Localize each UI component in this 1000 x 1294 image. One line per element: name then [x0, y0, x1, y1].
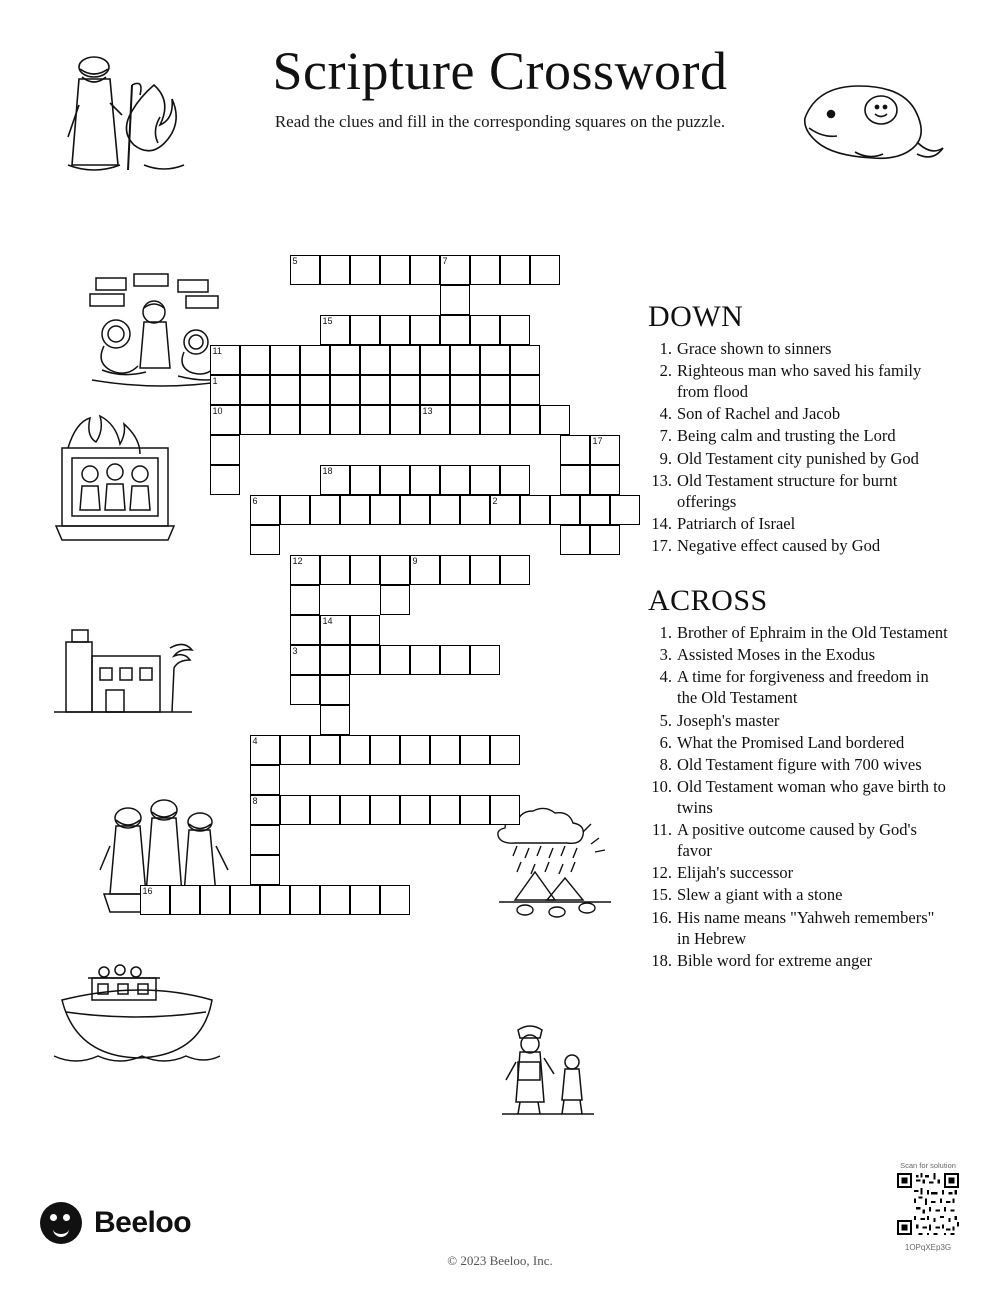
- crossword-cell[interactable]: [440, 465, 470, 495]
- clue-text: What the Promised Land bordered: [677, 732, 905, 752]
- crossword-cell[interactable]: [590, 525, 620, 555]
- crossword-cell[interactable]: [540, 405, 570, 435]
- crossword-cell[interactable]: [350, 555, 380, 585]
- crossword-cell[interactable]: [420, 345, 450, 375]
- crossword-cell[interactable]: [320, 615, 350, 645]
- crossword-cell[interactable]: [550, 495, 580, 525]
- cell-number: 2: [492, 496, 498, 506]
- crossword-cell[interactable]: [310, 795, 340, 825]
- crossword-cell[interactable]: [510, 345, 540, 375]
- down-clue: [648, 535, 948, 556]
- crossword-cell[interactable]: [430, 735, 460, 765]
- down-clue: [648, 448, 948, 469]
- crossword-cell[interactable]: [490, 495, 520, 525]
- across-clue: [648, 644, 948, 665]
- crossword-cell[interactable]: [200, 885, 230, 915]
- down-clue: [648, 425, 948, 446]
- qr-block: [888, 1161, 968, 1252]
- clue-text: A time for forgiveness and freedom in the Old Testament: [677, 667, 929, 708]
- crossword-cell[interactable]: [320, 465, 350, 495]
- crossword-cell[interactable]: [140, 885, 170, 915]
- crossword-cell[interactable]: [290, 255, 320, 285]
- clue-text: Brother of Ephraim in the Old Testament: [677, 623, 948, 643]
- clue-number: 4.: [659, 404, 672, 424]
- crossword-cell[interactable]: [410, 315, 440, 345]
- clue-text: Righteous man who saved his family from flood: [677, 361, 922, 402]
- clues-panel: [648, 300, 948, 972]
- crossword-cell[interactable]: [590, 465, 620, 495]
- across-clue: [648, 819, 948, 861]
- crossword-cell[interactable]: [290, 675, 320, 705]
- cell-number: 7: [442, 256, 448, 266]
- crossword-cell[interactable]: [300, 375, 330, 405]
- crossword-cell[interactable]: [350, 315, 380, 345]
- cell-number: 3: [292, 646, 298, 656]
- clue-number: 1.: [659, 623, 672, 643]
- clue-text: Assisted Moses in the Exodus: [677, 645, 875, 665]
- clue-text: Patriarch of Israel: [677, 513, 796, 533]
- crossword-cell[interactable]: [290, 645, 320, 675]
- beeloo-logo: [40, 1202, 191, 1244]
- cell-number: 4: [252, 736, 258, 746]
- clue-text: Old Testament woman who gave birth to twins: [677, 776, 946, 817]
- page-subtitle: Read the clues and fill in the corresponding squares on the puzzle.: [274, 112, 726, 131]
- crossword-cell[interactable]: [290, 885, 320, 915]
- crossword-cell[interactable]: [250, 855, 280, 885]
- crossword-cell[interactable]: [230, 885, 260, 915]
- clue-text: Joseph's master: [677, 710, 780, 730]
- cell-number: 16: [142, 886, 153, 896]
- crossword-cell[interactable]: [440, 315, 470, 345]
- qr-id: 1OPqXEp3G: [904, 1243, 952, 1252]
- crossword-cell[interactable]: [460, 735, 490, 765]
- crossword-cell[interactable]: [470, 465, 500, 495]
- crossword-cell[interactable]: [510, 375, 540, 405]
- cell-number: 14: [322, 616, 333, 626]
- clue-text: Slew a giant with a stone: [677, 885, 843, 905]
- cell-number: 6: [252, 496, 258, 506]
- clue-number: 10.: [651, 776, 672, 796]
- clue-text: A positive outcome caused by God's favor: [677, 820, 917, 861]
- crossword-cell[interactable]: [440, 255, 470, 285]
- cell-number: 17: [592, 436, 603, 446]
- crossword-cell[interactable]: [360, 405, 390, 435]
- crossword-cell[interactable]: [250, 765, 280, 795]
- crossword-cell[interactable]: [300, 345, 330, 375]
- crossword-cell[interactable]: [440, 645, 470, 675]
- clue-number: 13.: [651, 470, 672, 490]
- crossword-cell[interactable]: [210, 405, 240, 435]
- crossword-cell[interactable]: [310, 495, 340, 525]
- crossword-cell[interactable]: [250, 795, 280, 825]
- crossword-cell[interactable]: [280, 735, 310, 765]
- crossword-cell[interactable]: [380, 555, 410, 585]
- page-title: Scripture Crossword: [272, 41, 728, 101]
- crossword-cell[interactable]: [250, 825, 280, 855]
- crossword-cell[interactable]: [300, 405, 330, 435]
- crossword-cell[interactable]: [240, 375, 270, 405]
- crossword-cell[interactable]: [250, 525, 280, 555]
- crossword-cell[interactable]: [390, 345, 420, 375]
- crossword-cell[interactable]: [340, 795, 370, 825]
- crossword-cell[interactable]: [210, 375, 240, 405]
- clue-number: 6.: [659, 732, 672, 752]
- clue-text: Son of Rachel and Jacob: [677, 404, 841, 424]
- across-clue: [648, 732, 948, 753]
- down-clue: [648, 403, 948, 424]
- crossword-cell[interactable]: [270, 345, 300, 375]
- clue-number: 8.: [659, 754, 672, 774]
- crossword-cell[interactable]: [480, 345, 510, 375]
- jonah-whale-illustration: [795, 70, 945, 170]
- cell-number: 9: [412, 556, 418, 566]
- crossword-cell[interactable]: [420, 405, 450, 435]
- clue-number: 18.: [651, 950, 672, 970]
- crossword-cell[interactable]: [400, 495, 430, 525]
- crossword-cell[interactable]: [450, 405, 480, 435]
- across-clue: [648, 666, 948, 708]
- crossword-cell[interactable]: [560, 435, 590, 465]
- crossword-cell[interactable]: [320, 555, 350, 585]
- crossword-cell[interactable]: [410, 465, 440, 495]
- crossword-cell[interactable]: [250, 735, 280, 765]
- down-clue: [648, 338, 948, 359]
- down-heading: DOWN: [648, 300, 744, 333]
- clue-number: 14.: [651, 513, 672, 533]
- cell-number: 5: [292, 256, 298, 266]
- across-clue: [648, 950, 948, 971]
- crossword-cell[interactable]: [500, 555, 530, 585]
- cell-number: 8: [252, 796, 258, 806]
- crossword-cell[interactable]: [500, 255, 530, 285]
- clue-number: 9.: [659, 448, 672, 468]
- across-clue: [648, 884, 948, 905]
- across-clue: [648, 754, 948, 775]
- crossword-cell[interactable]: [380, 465, 410, 495]
- crossword-cell[interactable]: [390, 405, 420, 435]
- crossword-cell[interactable]: [350, 465, 380, 495]
- crossword-cell[interactable]: [170, 885, 200, 915]
- cell-number: 12: [292, 556, 303, 566]
- crossword-cell[interactable]: [470, 255, 500, 285]
- beeloo-face-icon: [40, 1202, 82, 1244]
- crossword-cell[interactable]: [480, 405, 510, 435]
- across-clue: [648, 776, 948, 818]
- qr-code-icon[interactable]: [897, 1173, 959, 1235]
- clue-number: 2.: [659, 361, 672, 381]
- clue-text: Elijah's successor: [677, 863, 794, 883]
- crossword-cell[interactable]: [400, 735, 430, 765]
- clue-text: Being calm and trusting the Lord: [677, 426, 896, 446]
- clue-text: Old Testament city punished by God: [677, 448, 919, 468]
- cell-number: 15: [322, 316, 333, 326]
- crossword-cell[interactable]: [370, 495, 400, 525]
- crossword-cell[interactable]: [290, 585, 320, 615]
- crossword-cell[interactable]: [460, 795, 490, 825]
- clue-number: 17.: [651, 535, 672, 555]
- crossword-cell[interactable]: [380, 255, 410, 285]
- crossword-cell[interactable]: [330, 345, 360, 375]
- crossword-cell[interactable]: [460, 495, 490, 525]
- crossword-cell[interactable]: [340, 735, 370, 765]
- crossword-cell[interactable]: [480, 375, 510, 405]
- clue-text: Bible word for extreme anger: [677, 950, 873, 970]
- crossword-cell[interactable]: [370, 735, 400, 765]
- crossword-cell[interactable]: [270, 405, 300, 435]
- copyright-text: © 2023 Beeloo, Inc.: [447, 1253, 553, 1268]
- across-clue-list: [648, 622, 948, 971]
- crossword-cell[interactable]: [520, 495, 550, 525]
- across-clue: [648, 622, 948, 643]
- crossword-cell[interactable]: [320, 675, 350, 705]
- crossword-cell[interactable]: [590, 435, 620, 465]
- crossword-cell[interactable]: [360, 375, 390, 405]
- crossword-cell[interactable]: [320, 255, 350, 285]
- crossword-cell[interactable]: [360, 345, 390, 375]
- crossword-cell[interactable]: [280, 795, 310, 825]
- clue-number: 7.: [659, 426, 672, 446]
- crossword-cell[interactable]: [490, 795, 520, 825]
- across-clue: [648, 907, 948, 949]
- crossword-cell[interactable]: [500, 315, 530, 345]
- crossword-cell[interactable]: [490, 735, 520, 765]
- crossword-grid[interactable]: [120, 255, 640, 1115]
- crossword-cell[interactable]: [530, 255, 560, 285]
- crossword-cell[interactable]: [470, 555, 500, 585]
- crossword-cell[interactable]: [500, 465, 530, 495]
- crossword-cell[interactable]: [350, 255, 380, 285]
- crossword-cell[interactable]: [450, 375, 480, 405]
- clue-number: 1.: [659, 339, 672, 358]
- cell-number: 1: [212, 376, 218, 386]
- crossword-cell[interactable]: [350, 885, 380, 915]
- crossword-cell[interactable]: [470, 645, 500, 675]
- crossword-cell[interactable]: [470, 315, 500, 345]
- crossword-cell[interactable]: [380, 885, 410, 915]
- crossword-cell[interactable]: [410, 255, 440, 285]
- crossword-cell[interactable]: [210, 435, 240, 465]
- crossword-cell[interactable]: [350, 615, 380, 645]
- crossword-cell[interactable]: [450, 345, 480, 375]
- down-clue: [648, 513, 948, 534]
- crossword-cell[interactable]: [560, 465, 590, 495]
- crossword-cell[interactable]: [260, 885, 290, 915]
- cell-number: 11: [212, 346, 222, 356]
- crossword-cell[interactable]: [440, 285, 470, 315]
- cell-number: 13: [422, 406, 433, 416]
- clue-text: Old Testament structure for burnt offerings: [677, 470, 898, 511]
- crossword-cell[interactable]: [400, 795, 430, 825]
- crossword-cell[interactable]: [380, 585, 410, 615]
- clue-number: 16.: [651, 907, 672, 927]
- crossword-cell[interactable]: [290, 615, 320, 645]
- cell-number: 18: [322, 466, 333, 476]
- qr-caption: Scan for solution: [900, 1161, 956, 1170]
- clue-number: 3.: [659, 645, 672, 665]
- across-clue: [648, 862, 948, 883]
- crossword-cell[interactable]: [430, 495, 460, 525]
- down-clue: [648, 470, 948, 512]
- cell-number: 10: [212, 406, 223, 416]
- crossword-cell[interactable]: [310, 735, 340, 765]
- crossword-cell[interactable]: [280, 495, 310, 525]
- crossword-cell[interactable]: [580, 495, 610, 525]
- crossword-cell[interactable]: [380, 645, 410, 675]
- crossword-cell[interactable]: [250, 495, 280, 525]
- crossword-cell[interactable]: [380, 315, 410, 345]
- crossword-cell[interactable]: [340, 495, 370, 525]
- down-clue: [648, 360, 948, 402]
- clue-number: 4.: [659, 667, 672, 687]
- clue-text: Negative effect caused by God: [677, 535, 881, 555]
- crossword-cell[interactable]: [430, 795, 460, 825]
- across-heading: ACROSS: [648, 584, 768, 618]
- crossword-cell[interactable]: [350, 645, 380, 675]
- crossword-cell[interactable]: [370, 795, 400, 825]
- crossword-cell[interactable]: [420, 375, 450, 405]
- crossword-cell[interactable]: [320, 705, 350, 735]
- clue-number: 11.: [651, 820, 672, 840]
- moses-burning-bush-illustration: [32, 45, 192, 190]
- clue-number: 5.: [659, 710, 672, 730]
- crossword-cell[interactable]: [410, 645, 440, 675]
- clue-text: His name means "Yahweh remembers" in Hebrew: [677, 907, 935, 948]
- crossword-cell[interactable]: [390, 375, 420, 405]
- clue-number: 12.: [651, 863, 672, 883]
- crossword-cell[interactable]: [240, 345, 270, 375]
- brand-name: Beeloo: [94, 1206, 192, 1239]
- crossword-cell[interactable]: [320, 885, 350, 915]
- crossword-cell[interactable]: [290, 555, 320, 585]
- crossword-cell[interactable]: [560, 525, 590, 555]
- clue-text: Old Testament figure with 700 wives: [677, 754, 922, 774]
- crossword-cell[interactable]: [270, 375, 300, 405]
- crossword-cell[interactable]: [330, 375, 360, 405]
- crossword-cell[interactable]: [610, 495, 640, 525]
- crossword-cell[interactable]: [210, 465, 240, 495]
- across-clue: [648, 710, 948, 731]
- down-clue-list: [648, 338, 948, 556]
- crossword-cell[interactable]: [330, 405, 360, 435]
- clue-text: Grace shown to sinners: [677, 339, 832, 358]
- crossword-cell[interactable]: [320, 645, 350, 675]
- crossword-cell[interactable]: [510, 405, 540, 435]
- crossword-cell[interactable]: [440, 555, 470, 585]
- crossword-cell[interactable]: [210, 345, 240, 375]
- crossword-cell[interactable]: [240, 405, 270, 435]
- crossword-cell[interactable]: [410, 555, 440, 585]
- clue-number: 15.: [651, 885, 672, 905]
- crossword-cell[interactable]: [320, 315, 350, 345]
